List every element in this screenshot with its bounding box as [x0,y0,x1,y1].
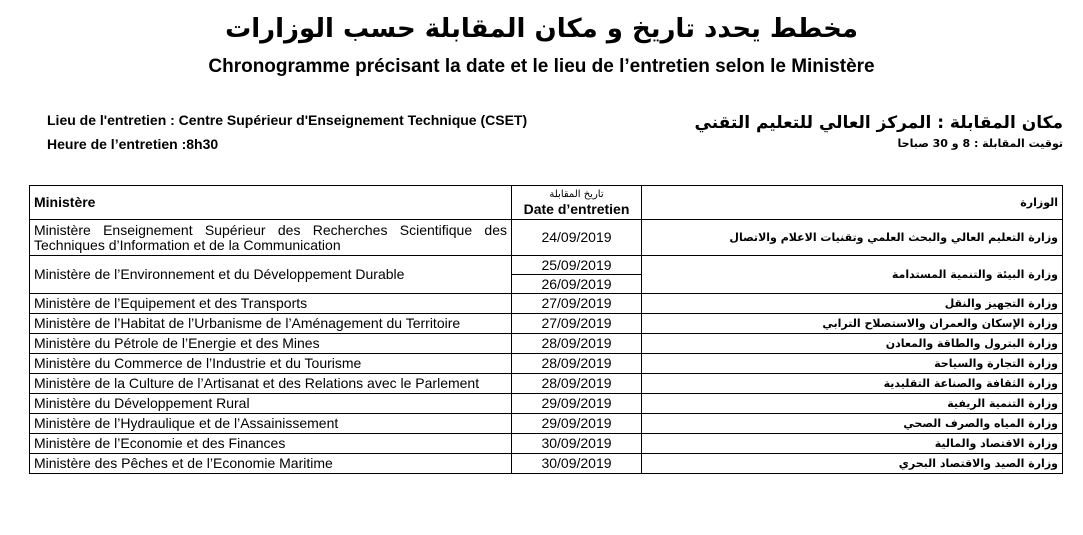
header-date-ar: تاريخ المقابلة [549,188,604,200]
date-cell: 24/09/2019 [512,220,642,256]
date-cell: 29/09/2019 [512,414,642,434]
date-cell: 28/09/2019 [512,374,642,394]
wizara-cell: وزارة الثقافة والصناعة التقليدية [642,374,1063,394]
header-date [512,186,642,220]
ministere-cell: Ministère du Développement Rural [30,394,512,414]
table-row [30,394,1063,414]
ministere-cell: Ministère de l’Equipement et des Transports [30,294,512,314]
table-row [30,454,1063,474]
wizara-cell: وزارة التعليم العالي والبحث العلمي وتقنيات الاعلام والاتصال [642,220,1063,256]
ministere-cell: Ministère de l’Hydraulique et de l’Assainissement [30,414,512,434]
title-french: Chronogramme précisant la date et le lieu de l’entretien selon le Ministère [208,56,875,77]
ministere-cell: Ministère de l’Environnement et du Développement Durable [30,256,512,294]
ministere-cell: Ministère de l’Economie et des Finances [30,434,512,454]
wizara-cell: وزارة التجهيز والنقل [642,294,1063,314]
date-cell: 26/09/2019 [512,275,642,294]
date-cell: 28/09/2019 [512,334,642,354]
table-row [30,256,1063,275]
table-row [30,414,1063,434]
wizara-cell: وزارة التنمية الريفية [642,394,1063,414]
table-row [30,220,1063,256]
date-cell: 30/09/2019 [512,434,642,454]
ministere-cell: Ministère de l’Habitat de l’Urbanisme de l’Aménagement du Territoire [30,314,512,334]
table-row [30,314,1063,334]
date-cell: 27/09/2019 [512,294,642,314]
ministere-cell: Ministère Enseignement Supérieur des Recherches Scientifique des Techniques d’Information et de la Communication [30,220,512,256]
ministere-cell: Ministère des Pêches et de l’Economie Maritime [30,454,512,474]
wizara-cell: وزارة المياه والصرف الصحي [642,414,1063,434]
wizara-cell: وزارة التجارة والسياحة [642,354,1063,374]
interview-location-fr: Lieu de l'entretien : Centre Supérieur d'Enseignement Technique (CSET) [47,112,528,128]
wizara-cell: وزارة البترول والطاقة والمعادن [642,334,1063,354]
wizara-cell: وزارة الإسكان والعمران والاستصلاح الترابي [642,314,1063,334]
interview-time-ar: توقيت المقابلة : 8 و 30 صباحا [897,137,1063,150]
ministere-cell: Ministère du Commerce de l’Industrie et du Tourisme [30,354,512,374]
table-row [30,434,1063,454]
date-cell: 30/09/2019 [512,454,642,474]
table-row [30,294,1063,314]
wizara-cell: وزارة الاقتصاد والمالية [642,434,1063,454]
date-cell: 29/09/2019 [512,394,642,414]
ministere-cell: Ministère de la Culture de l’Artisanat et des Relations avec le Parlement [30,374,512,394]
schedule-table [29,185,1063,474]
date-cell: 25/09/2019 [512,256,642,275]
interview-time-fr: Heure de l’entretien :8h30 [47,136,219,152]
table-header-row [30,186,1063,220]
header-wizara: الوزارة [642,186,1063,220]
table-row [30,354,1063,374]
wizara-cell: وزارة الصيد والاقتصاد البحري [642,454,1063,474]
table-row [30,374,1063,394]
wizara-cell: وزارة البيئة والتنمية المستدامة [642,256,1063,294]
date-cell: 27/09/2019 [512,314,642,334]
interview-location-ar: مكان المقابلة : المركز العالي للتعليم التقني [694,113,1063,133]
header-date-fr: Date d’entretien [523,200,630,217]
header-ministere: Ministère [30,186,512,220]
ministere-cell: Ministère du Pétrole de l’Energie et des Mines [30,334,512,354]
table-row [30,334,1063,354]
title-arabic: مخطط يحدد تاريخ و مكان المقابلة حسب الوزارات [225,14,858,44]
date-cell: 28/09/2019 [512,354,642,374]
